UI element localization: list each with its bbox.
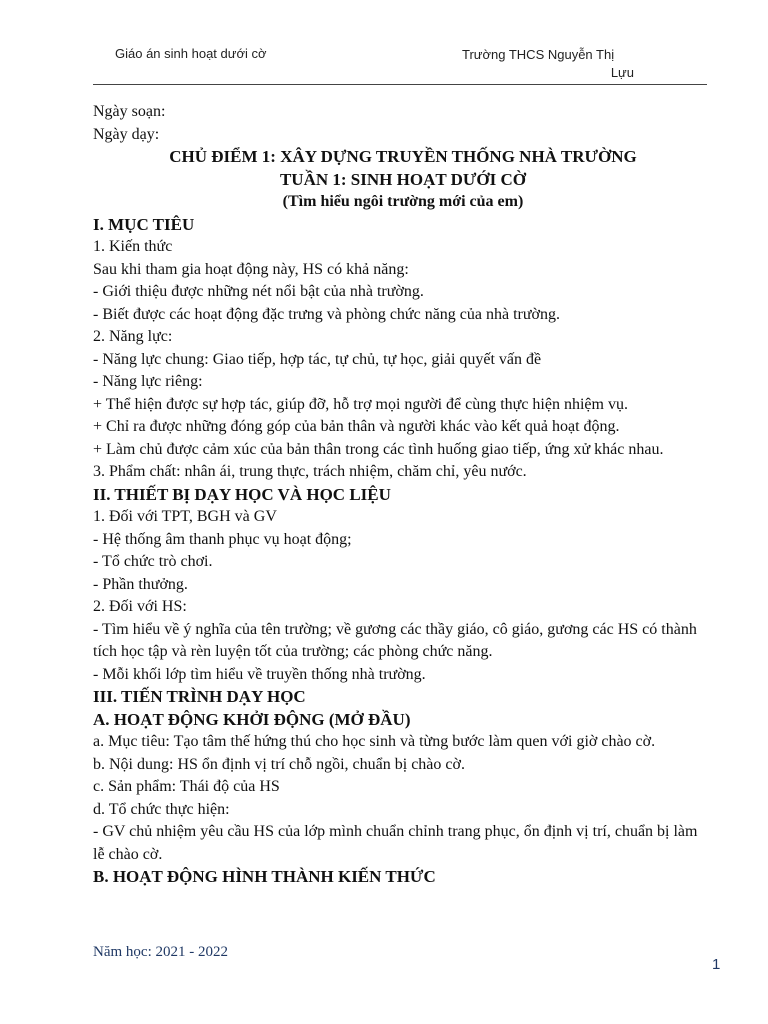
equipment-item: - Phần thưởng. — [93, 575, 188, 593]
header-school-name — [462, 46, 634, 82]
page-number: 1 — [712, 956, 721, 973]
equipment-item: - Tổ chức trò chơi. — [93, 553, 213, 570]
equipment-item: - Tìm hiểu về ý nghĩa của tên trường; về gương các thầy giáo, cô giáo, gương các HS có thành tích học tập và rèn luyện tốt của trường; các phòng chức năng. — [93, 620, 697, 660]
header-school-line1: Trường THCS Nguyễn Thị — [462, 47, 615, 62]
activity-a-content: b. Nội dung: HS ổn định vị trí chỗ ngồi, chuẩn bị chào cờ. — [93, 755, 465, 773]
activity-a-organization: d. Tổ chức thực hiện: — [93, 800, 230, 818]
date-prepared: Ngày soạn: — [93, 103, 166, 120]
competency-item: - Năng lực riêng: — [93, 373, 203, 390]
competency-item: + Làm chủ được cảm xúc của bản thân trong các tình huống giao tiếp, ứng xử khác nhau. — [93, 440, 664, 458]
week-title: TUẦN 1: SINH HOẠT DƯỚI CỜ — [279, 169, 527, 189]
header-left-title: Giáo án sinh hoạt dưới cờ — [115, 46, 267, 61]
objective-knowledge-item: - Biết được các hoạt động đặc trưng và phòng chức năng của nhà trường. — [93, 305, 561, 323]
lesson-subtitle: (Tìm hiểu ngôi trường mới của em) — [282, 193, 524, 210]
competency-item: - Năng lực chung: Giao tiếp, hợp tác, tự chủ, tự học, giải quyết vấn đề — [93, 350, 542, 368]
document-body — [93, 101, 713, 889]
objective-knowledge-intro: Sau khi tham gia hoạt động này, HS có khả năng: — [93, 260, 409, 278]
footer-school-year: Năm học: 2021 - 2022 — [93, 944, 228, 960]
activity-a-heading: A. HOẠT ĐỘNG KHỞI ĐỘNG (MỞ ĐẦU) — [93, 709, 411, 729]
competency-item: + Chỉ ra được những đóng góp của bản thân và người khác vào kết quả hoạt động. — [93, 418, 620, 435]
header-divider — [93, 84, 707, 85]
objective-competency: 2. Năng lực: — [93, 328, 173, 345]
section-objectives-heading: I. MỤC TIÊU — [93, 214, 195, 234]
equipment-students: 2. Đối với HS: — [93, 598, 187, 615]
equipment-teachers: 1. Đối với TPT, BGH và GV — [93, 508, 277, 525]
activity-a-goal: a. Mục tiêu: Tạo tâm thế hứng thú cho học sinh và từng bước làm quen với giờ chào cờ. — [93, 733, 656, 750]
header-school-line2: Lựu — [610, 65, 634, 80]
date-taught: Ngày dạy: — [93, 125, 160, 143]
section-process-heading: III. TIẾN TRÌNH DẠY HỌC — [93, 687, 306, 706]
activity-a-step: - GV chủ nhiệm yêu cầu HS của lớp mình chuẩn chỉnh trang phục, ổn định vị trí, chuẩn bị làm lễ chào cờ. — [93, 823, 698, 863]
activity-a-product: c. Sản phẩm: Thái độ của HS — [93, 778, 280, 795]
topic-title: CHỦ ĐIỂM 1: XÂY DỰNG TRUYỀN THỐNG NHÀ TRƯỜNG — [169, 147, 637, 166]
activity-b-heading: B. HOẠT ĐỘNG HÌNH THÀNH KIẾN THỨC — [93, 867, 436, 886]
objective-knowledge-item: - Giới thiệu được những nét nổi bật của nhà trường. — [93, 283, 424, 300]
competency-item: + Thể hiện được sự hợp tác, giúp đỡ, hỗ trợ mọi người để cùng thực hiện nhiệm vụ. — [93, 395, 628, 413]
equipment-item: - Hệ thống âm thanh phục vụ hoạt động; — [93, 530, 352, 548]
objective-qualities: 3. Phẩm chất: nhân ái, trung thực, trách nhiệm, chăm chỉ, yêu nước. — [93, 463, 527, 480]
section-equipment-heading: II. THIẾT BỊ DẠY HỌC VÀ HỌC LIỆU — [93, 484, 391, 504]
objective-knowledge: 1. Kiến thức — [93, 238, 173, 255]
equipment-item: - Mỗi khối lớp tìm hiểu về truyền thống nhà trường. — [93, 665, 426, 683]
